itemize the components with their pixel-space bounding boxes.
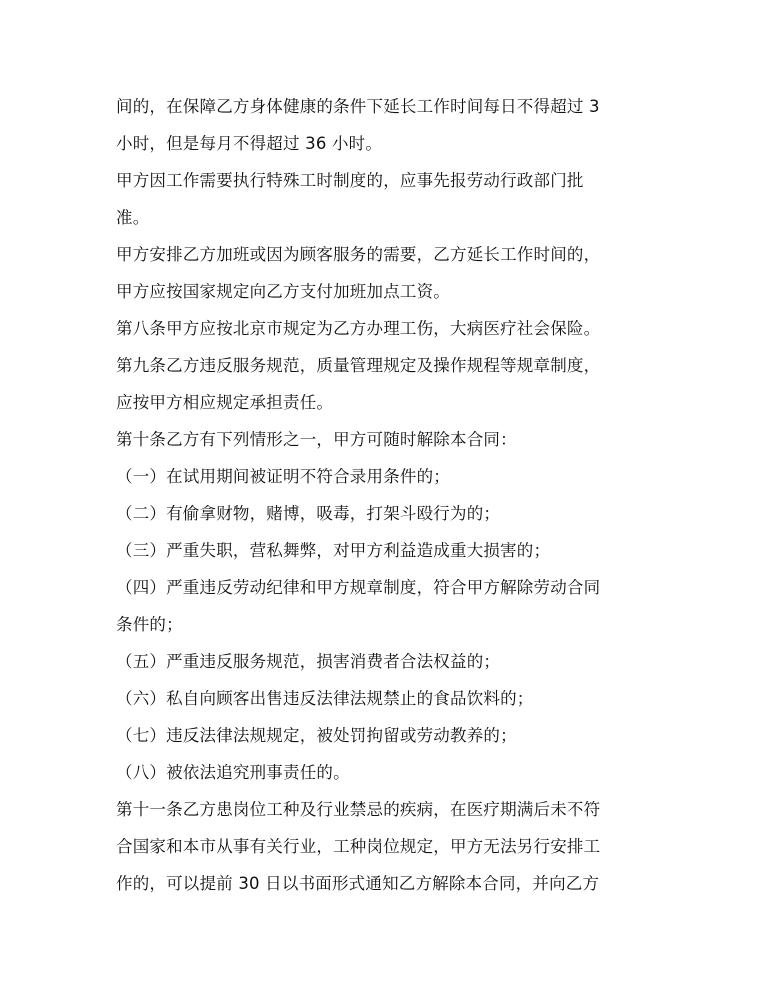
article-9-continued: 应按甲方相应规定承担责任。 — [116, 393, 334, 412]
article-10: 第十条乙方有下列情形之一，甲方可随时解除本合同： — [116, 430, 517, 449]
article-10-item-7: （七）违反法律法规规定，被处罚拘留或劳动教养的； — [116, 726, 517, 745]
text-line-overtime-pay: 甲方应按国家规定向乙方支付加班加点工资。 — [116, 282, 450, 301]
text-line-special-hours: 甲方因工作需要执行特殊工时制度的，应事先报劳动行政部门批 — [116, 171, 584, 190]
article-11-continued-2: 作的，可以提前 30 日以书面形式通知乙方解除本合同，并向乙方 — [116, 874, 600, 893]
document-body — [116, 88, 646, 902]
article-10-item-2: （二）有偷拿财物，赌博，吸毒，打架斗殴行为的； — [116, 504, 501, 523]
article-10-item-5: （五）严重违反服务规范，损害消费者合法权益的； — [116, 652, 501, 671]
article-10-item-6: （六）私自向顾客出售违反法律法规禁止的食品饮料的； — [116, 689, 534, 708]
text-line-monthly-limit: 小时，但是每月不得超过 36 小时。 — [116, 134, 383, 153]
text-line-overtime: 甲方安排乙方加班或因为顾客服务的需要，乙方延长工作时间的， — [116, 245, 601, 264]
article-11-continued-1: 合国家和本市从事有关行业，工种岗位规定，甲方无法另行安排工 — [116, 837, 601, 856]
article-10-item-8: （八）被依法追究刑事责任的。 — [116, 763, 350, 782]
article-11: 第十一条乙方患岗位工种及行业禁忌的疾病，在医疗期满后未不符 — [116, 800, 601, 819]
article-10-item-3: （三）严重失职，营私舞弊，对甲方利益造成重大损害的； — [116, 541, 551, 560]
article-10-item-4: （四）严重违反劳动纪律和甲方规章制度，符合甲方解除劳动合同 — [116, 578, 601, 597]
article-8: 第八条甲方应按北京市规定为乙方办理工伤，大病医疗社会保险。 — [116, 319, 601, 338]
text-line-approval: 准。 — [116, 208, 150, 227]
article-10-item-4-continued: 条件的； — [116, 615, 183, 634]
article-10-item-1: （一）在试用期间被证明不符合录用条件的； — [116, 467, 450, 486]
text-line-hours-limit: 间的，在保障乙方身体健康的条件下延长工作时间每日不得超过 3 — [116, 97, 600, 116]
article-9: 第九条乙方违反服务规范，质量管理规定及操作规程等规章制度， — [116, 356, 601, 375]
